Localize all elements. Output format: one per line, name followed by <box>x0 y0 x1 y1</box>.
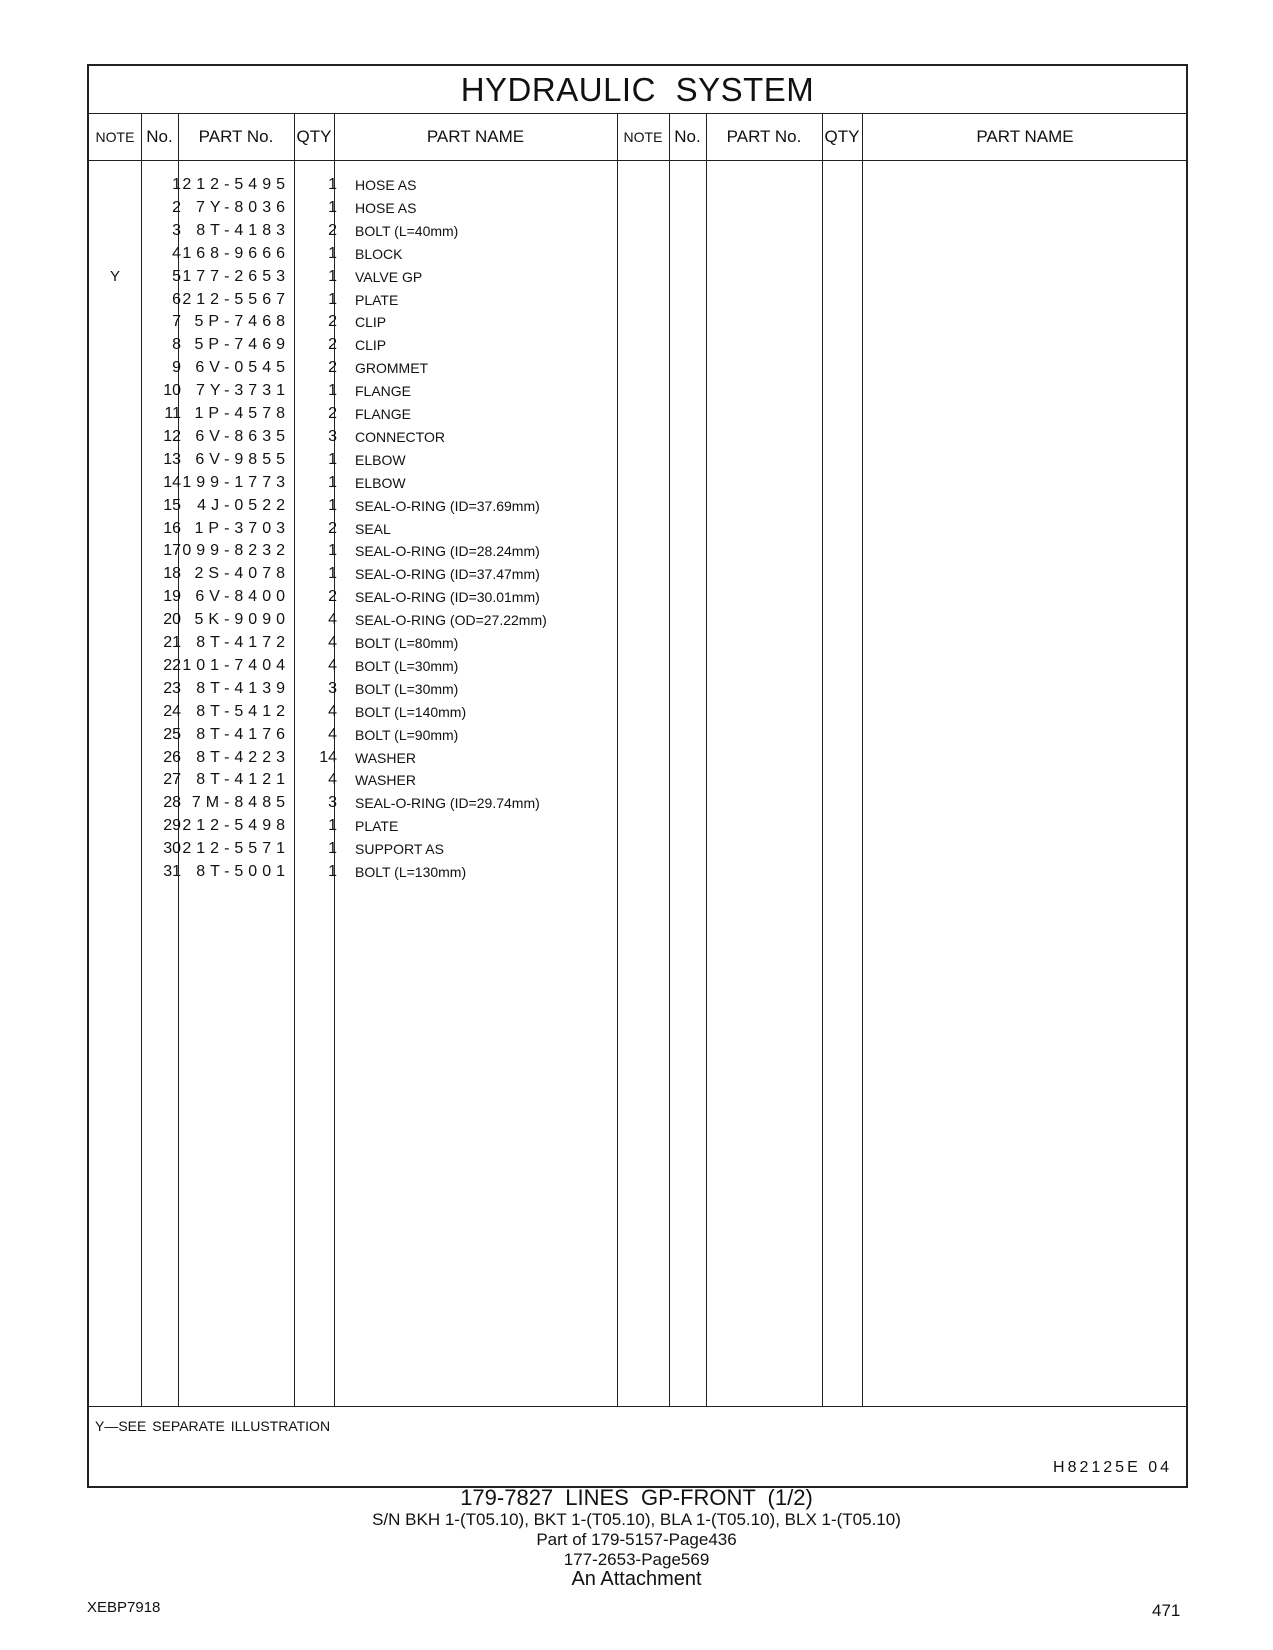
table-row <box>89 861 1186 884</box>
row-part-number: 5P-7468 <box>194 313 290 331</box>
header-part-no-left: PART No. <box>198 127 274 146</box>
row-part-number: 6V-9855 <box>195 450 290 468</box>
row-part-name: BOLT (L=140mm) <box>355 703 467 720</box>
row-part-name: CLIP <box>355 314 387 331</box>
row-quantity: 1 <box>328 176 337 193</box>
header-part-name-right: PART NAME <box>976 127 1074 146</box>
table-row <box>89 289 1186 312</box>
row-part-name: FLANGE <box>355 406 412 422</box>
row-part-number: 1P-4578 <box>194 405 290 422</box>
table-row <box>89 174 1186 197</box>
parts-table <box>87 64 1188 1488</box>
table-row <box>89 220 1186 243</box>
row-part-number: 212-5567 <box>182 290 290 308</box>
header-qty-right: QTY <box>824 127 860 146</box>
row-item-number: 24 <box>163 702 181 720</box>
footer-divider <box>89 1406 1186 1407</box>
row-part-number: 1P-3703 <box>194 519 290 537</box>
row-quantity: 4 <box>328 725 337 743</box>
row-part-name: BOLT (L=90mm) <box>355 726 459 743</box>
table-row <box>89 678 1186 701</box>
row-item-number: 22 <box>163 656 181 674</box>
row-quantity: 4 <box>328 611 337 629</box>
table-row <box>89 243 1186 266</box>
row-item-number: 13 <box>163 450 181 468</box>
row-part-number: 8T-4183 <box>196 221 290 239</box>
row-part-number: 199-1773 <box>182 473 290 491</box>
row-item-number: 28 <box>163 794 181 812</box>
row-quantity: 1 <box>328 267 337 285</box>
row-quantity: 4 <box>328 771 337 789</box>
row-item-number: 30 <box>163 840 181 858</box>
table-row <box>89 586 1186 609</box>
header-no-left: No. <box>146 127 173 146</box>
caption-part-of: Part of 179-5157-Page436 <box>536 1530 737 1549</box>
table-row <box>89 334 1186 357</box>
row-quantity: 4 <box>328 702 337 720</box>
row-item-number: 18 <box>163 565 181 583</box>
row-item-number: 17 <box>163 542 181 560</box>
table-row <box>89 266 1186 289</box>
row-part-name: SEAL-O-RING (OD=27.22mm) <box>355 612 547 629</box>
header-qty-left: QTY <box>296 127 332 146</box>
row-quantity: 3 <box>328 794 337 812</box>
row-part-number: 8T-4139 <box>196 679 290 697</box>
row-quantity: 1 <box>328 450 337 468</box>
row-part-name: WASHER <box>355 772 416 789</box>
row-quantity: 1 <box>328 496 337 514</box>
header-part-name-left: PART NAME <box>426 127 525 146</box>
row-quantity: 1 <box>328 542 337 560</box>
row-part-name: BOLT (L=80mm) <box>355 635 459 651</box>
row-item-number: 7 <box>172 313 181 331</box>
row-quantity: 2 <box>328 405 337 422</box>
header-note-right: NOTE <box>623 129 663 145</box>
row-quantity: 1 <box>328 473 337 491</box>
row-quantity: 4 <box>328 634 337 651</box>
row-item-number: 1 <box>172 176 181 193</box>
row-part-number: 8T-5001 <box>196 863 290 880</box>
row-note: Y <box>109 267 120 285</box>
row-item-number: 11 <box>164 405 181 422</box>
row-quantity: 1 <box>328 290 337 308</box>
row-part-number: 8T-4176 <box>196 725 290 743</box>
row-part-number: 6V-8400 <box>195 588 290 606</box>
row-part-name: SEAL-O-RING (ID=29.74mm) <box>355 795 540 812</box>
row-part-number: 6V-0545 <box>195 359 290 377</box>
row-part-name: SUPPORT AS <box>355 841 444 858</box>
row-item-number: 25 <box>163 725 181 743</box>
page-number: 471 <box>1152 1601 1181 1620</box>
row-part-number: 7M-8485 <box>191 794 290 812</box>
row-part-name: PLATE <box>355 818 399 835</box>
row-part-number: 212-5498 <box>182 817 290 835</box>
table-row <box>89 380 1186 403</box>
row-part-number: 101-7404 <box>182 656 290 674</box>
row-part-name: BOLT (L=30mm) <box>355 680 459 697</box>
row-item-number: 9 <box>172 359 181 377</box>
table-row <box>89 724 1186 747</box>
row-quantity: 2 <box>328 359 337 377</box>
row-item-number: 12 <box>163 427 181 445</box>
row-part-name: BOLT (L=30mm) <box>355 657 459 674</box>
row-part-name: CLIP <box>355 337 387 354</box>
row-part-name: WASHER <box>355 749 416 766</box>
row-item-number: 21 <box>163 634 181 651</box>
page-title: HYDRAULIC SYSTEM <box>89 66 1186 114</box>
header-no-right: No. <box>674 127 701 146</box>
row-part-number: 099-8232 <box>182 542 290 560</box>
row-part-number: 212-5495 <box>182 176 290 193</box>
table-row <box>89 563 1186 586</box>
row-part-number: 5K-9090 <box>194 611 290 629</box>
header-note-left: NOTE <box>95 129 135 145</box>
table-row <box>89 426 1186 449</box>
row-quantity: 4 <box>328 656 337 674</box>
header-part-no-right: PART No. <box>726 127 802 146</box>
table-row <box>89 403 1186 426</box>
row-part-number: 212-5571 <box>182 840 290 858</box>
row-item-number: 19 <box>163 588 181 606</box>
row-item-number: 15 <box>163 496 181 514</box>
row-part-name: SEAL-O-RING (ID=37.47mm) <box>355 566 540 583</box>
table-row <box>89 701 1186 724</box>
row-item-number: 23 <box>163 679 181 697</box>
row-part-number: 7Y-8036 <box>195 198 290 216</box>
row-item-number: 6 <box>172 290 181 308</box>
row-quantity: 1 <box>328 863 337 880</box>
row-quantity: 2 <box>328 588 337 606</box>
row-quantity: 14 <box>319 748 337 766</box>
table-row <box>89 311 1186 334</box>
row-part-number: 8T-5412 <box>196 702 290 720</box>
row-part-name: SEAL-O-RING (ID=37.69mm) <box>355 497 540 514</box>
row-part-name: BOLT (L=130mm) <box>355 864 467 880</box>
row-item-number: 27 <box>163 771 181 789</box>
row-quantity: 1 <box>328 244 337 262</box>
row-quantity: 2 <box>328 221 337 239</box>
row-part-name: HOSE AS <box>355 199 417 216</box>
row-part-name: ELBOW <box>355 451 406 468</box>
caption-reference: 177-2653-Page569 <box>563 1550 710 1569</box>
footnote: Y—SEE SEPARATE ILLUSTRATION <box>95 1418 331 1434</box>
row-part-name: PLATE <box>355 291 399 308</box>
caption-serial: S/N BKH 1-(T05.10), BKT 1-(T05.10), BLA 1-(T05.10), BLX 1-(T05.10) <box>372 1510 901 1529</box>
table-row <box>89 815 1186 838</box>
row-part-number: 2S-4078 <box>194 565 290 583</box>
table-row <box>89 609 1186 632</box>
row-part-name: HOSE AS <box>355 177 417 193</box>
row-part-name: SEAL-O-RING (ID=28.24mm) <box>355 543 540 560</box>
row-part-name: SEAL <box>355 520 391 537</box>
row-part-name: ELBOW <box>355 474 406 491</box>
row-quantity: 1 <box>328 817 337 835</box>
table-row <box>89 449 1186 472</box>
table-row <box>89 540 1186 563</box>
table-row <box>89 197 1186 220</box>
row-part-number: 168-9666 <box>182 244 290 262</box>
row-quantity: 3 <box>328 427 337 445</box>
row-part-number: 4J-0522 <box>197 496 290 514</box>
table-row <box>89 655 1186 678</box>
row-item-number: 26 <box>163 748 181 766</box>
row-quantity: 2 <box>328 519 337 537</box>
row-part-name: GROMMET <box>355 360 429 377</box>
table-row <box>89 747 1186 770</box>
row-item-number: 2 <box>172 198 181 216</box>
caption-attachment: An Attachment <box>571 1568 702 1590</box>
row-item-number: 31 <box>163 863 181 880</box>
row-part-number: 8T-4121 <box>196 771 290 789</box>
row-item-number: 29 <box>163 817 181 835</box>
row-part-number: 8T-4172 <box>196 634 290 651</box>
row-part-number: 8T-4223 <box>196 748 290 766</box>
table-row <box>89 769 1186 792</box>
row-item-number: 16 <box>163 519 181 537</box>
row-quantity: 1 <box>328 840 337 858</box>
header-divider <box>89 160 1186 161</box>
table-row <box>89 792 1186 815</box>
row-item-number: 5 <box>172 267 181 285</box>
row-part-number: 177-2653 <box>182 267 290 285</box>
caption-title: 179-7827 LINES GP-FRONT (1/2) <box>460 1485 813 1510</box>
row-quantity: 1 <box>328 382 337 400</box>
table-row <box>89 495 1186 518</box>
row-part-number: 7Y-3731 <box>195 382 290 400</box>
row-item-number: 20 <box>163 611 181 629</box>
drawing-number: H82125E 04 <box>1053 1459 1172 1476</box>
row-item-number: 14 <box>163 473 181 491</box>
row-part-name: BOLT (L=40mm) <box>355 222 459 239</box>
row-part-name: CONNECTOR <box>355 428 445 445</box>
row-quantity: 3 <box>328 679 337 697</box>
row-part-name: FLANGE <box>355 383 412 400</box>
row-quantity: 2 <box>328 313 337 331</box>
table-row <box>89 838 1186 861</box>
row-part-name: VALVE GP <box>355 268 423 285</box>
document-code: XEBP7918 <box>87 1599 161 1616</box>
row-part-name: SEAL-O-RING (ID=30.01mm) <box>355 589 540 606</box>
table-row <box>89 632 1186 655</box>
row-quantity: 1 <box>328 565 337 583</box>
row-item-number: 4 <box>172 244 181 262</box>
row-part-number: 6V-8635 <box>195 427 290 445</box>
row-quantity: 2 <box>328 336 337 354</box>
row-item-number: 10 <box>163 382 181 400</box>
table-row <box>89 518 1186 541</box>
table-row <box>89 357 1186 380</box>
table-row <box>89 472 1186 495</box>
row-part-number: 5P-7469 <box>194 336 290 354</box>
row-item-number: 8 <box>172 336 181 354</box>
row-item-number: 3 <box>172 221 181 239</box>
row-quantity: 1 <box>328 198 337 216</box>
row-part-name: BLOCK <box>355 245 403 262</box>
